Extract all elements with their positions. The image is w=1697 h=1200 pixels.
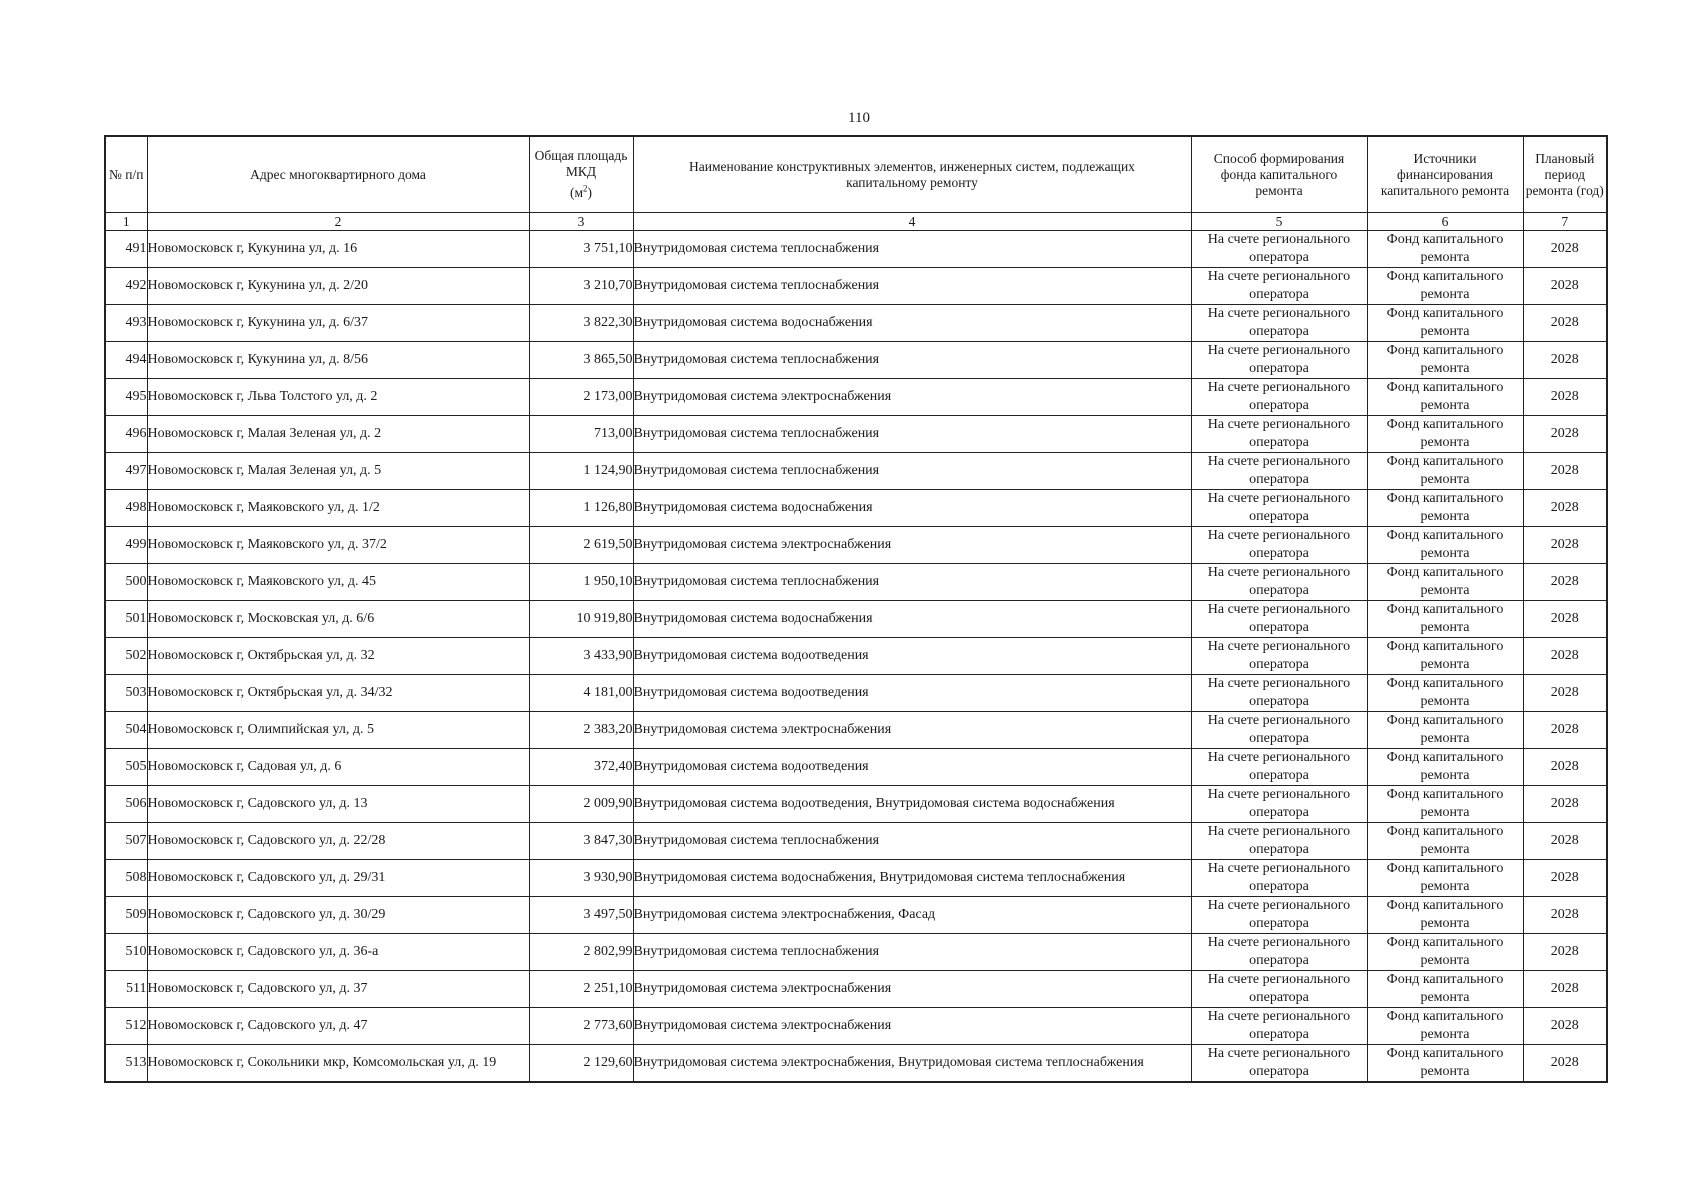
- row-number: 505: [105, 749, 147, 786]
- funding-source-cell: Фонд капитального ремонта: [1367, 342, 1523, 379]
- elements-cell: Внутридомовая система водоотведения, Внутридомовая система водоснабжения: [633, 786, 1191, 823]
- planned-year-cell: 2028: [1523, 712, 1607, 749]
- table-row: [105, 527, 1607, 564]
- table-row: [105, 416, 1607, 453]
- funding-method-cell: На счете регионального оператора: [1191, 786, 1367, 823]
- area-cell: 2 251,10: [529, 971, 633, 1008]
- funding-method-cell: На счете регионального оператора: [1191, 823, 1367, 860]
- funding-method-cell: На счете регионального оператора: [1191, 564, 1367, 601]
- funding-source-cell: Фонд капитального ремонта: [1367, 675, 1523, 712]
- elements-cell: Внутридомовая система водоснабжения: [633, 601, 1191, 638]
- row-number: 504: [105, 712, 147, 749]
- funding-method-cell: На счете регионального оператора: [1191, 490, 1367, 527]
- address-cell: Новомосковск г, Октябрьская ул, д. 34/32: [147, 675, 529, 712]
- column-number: 3: [529, 213, 633, 231]
- planned-year-cell: 2028: [1523, 934, 1607, 971]
- row-number: 513: [105, 1045, 147, 1083]
- table-body: [105, 231, 1607, 1083]
- address-cell: Новомосковск г, Садовского ул, д. 22/28: [147, 823, 529, 860]
- funding-source-cell: Фонд капитального ремонта: [1367, 934, 1523, 971]
- funding-method-cell: На счете регионального оператора: [1191, 934, 1367, 971]
- column-number-row: [105, 213, 1607, 231]
- elements-cell: Внутридомовая система водоснабжения: [633, 490, 1191, 527]
- header-area-unit: $(м^2)$: [569, 183, 593, 200]
- planned-year-cell: 2028: [1523, 268, 1607, 305]
- table-row: [105, 823, 1607, 860]
- row-number: 501: [105, 601, 147, 638]
- planned-year-cell: 2028: [1523, 1045, 1607, 1083]
- elements-cell: Внутридомовая система теплоснабжения: [633, 342, 1191, 379]
- table-row: [105, 971, 1607, 1008]
- table-row: [105, 860, 1607, 897]
- funding-source-cell: Фонд капитального ремонта: [1367, 231, 1523, 268]
- table-row: [105, 675, 1607, 712]
- header-area: [529, 136, 633, 213]
- area-cell: 3 930,90: [529, 860, 633, 897]
- address-cell: Новомосковск г, Кукунина ул, д. 16: [147, 231, 529, 268]
- column-number: 6: [1367, 213, 1523, 231]
- elements-cell: Внутридомовая система водоотведения: [633, 749, 1191, 786]
- funding-method-cell: На счете регионального оператора: [1191, 268, 1367, 305]
- row-number: 498: [105, 490, 147, 527]
- repair-plan-table: [104, 135, 1608, 1083]
- area-cell: 2 129,60: [529, 1045, 633, 1083]
- planned-year-cell: 2028: [1523, 453, 1607, 490]
- planned-year-cell: 2028: [1523, 638, 1607, 675]
- address-cell: Новомосковск г, Садовского ул, д. 36-а: [147, 934, 529, 971]
- table-row: [105, 897, 1607, 934]
- planned-year-cell: 2028: [1523, 823, 1607, 860]
- column-number: 7: [1523, 213, 1607, 231]
- address-cell: Новомосковск г, Кукунина ул, д. 2/20: [147, 268, 529, 305]
- area-cell: 2 383,20: [529, 712, 633, 749]
- row-number: 510: [105, 934, 147, 971]
- elements-cell: Внутридомовая система водоотведения: [633, 638, 1191, 675]
- area-cell: 1 126,80: [529, 490, 633, 527]
- row-number: 496: [105, 416, 147, 453]
- planned-year-cell: 2028: [1523, 675, 1607, 712]
- elements-cell: Внутридомовая система водоотведения: [633, 675, 1191, 712]
- area-cell: 3 822,30: [529, 305, 633, 342]
- table-row: [105, 453, 1607, 490]
- planned-year-cell: 2028: [1523, 786, 1607, 823]
- funding-source-cell: Фонд капитального ремонта: [1367, 416, 1523, 453]
- elements-cell: Внутридомовая система электроснабжения, Внутридомовая система теплоснабжения: [633, 1045, 1191, 1083]
- funding-method-cell: На счете регионального оператора: [1191, 379, 1367, 416]
- elements-cell: Внутридомовая система теплоснабжения: [633, 453, 1191, 490]
- column-number: 2: [147, 213, 529, 231]
- header-address: Адрес многоквартирного дома: [147, 136, 529, 213]
- area-cell: 1 124,90: [529, 453, 633, 490]
- table-row: [105, 601, 1607, 638]
- row-number: 500: [105, 564, 147, 601]
- row-number: 507: [105, 823, 147, 860]
- planned-year-cell: 2028: [1523, 601, 1607, 638]
- planned-year-cell: 2028: [1523, 342, 1607, 379]
- funding-source-cell: Фонд капитального ремонта: [1367, 1045, 1523, 1083]
- planned-year-cell: 2028: [1523, 527, 1607, 564]
- column-number: 5: [1191, 213, 1367, 231]
- funding-source-cell: Фонд капитального ремонта: [1367, 786, 1523, 823]
- table-row: [105, 231, 1607, 268]
- funding-method-cell: На счете регионального оператора: [1191, 749, 1367, 786]
- area-cell: 2 173,00: [529, 379, 633, 416]
- elements-cell: Внутридомовая система теплоснабжения: [633, 231, 1191, 268]
- funding-method-cell: На счете регионального оператора: [1191, 1045, 1367, 1083]
- planned-year-cell: 2028: [1523, 749, 1607, 786]
- funding-method-cell: На счете регионального оператора: [1191, 305, 1367, 342]
- table-row: [105, 749, 1607, 786]
- row-number: 491: [105, 231, 147, 268]
- table-row: [105, 638, 1607, 675]
- address-cell: Новомосковск г, Садовского ул, д. 30/29: [147, 897, 529, 934]
- planned-year-cell: 2028: [1523, 490, 1607, 527]
- funding-source-cell: Фонд капитального ремонта: [1367, 564, 1523, 601]
- table-row: [105, 268, 1607, 305]
- planned-year-cell: 2028: [1523, 231, 1607, 268]
- address-cell: Новомосковск г, Московская ул, д. 6/6: [147, 601, 529, 638]
- row-number: 499: [105, 527, 147, 564]
- area-cell: 3 433,90: [529, 638, 633, 675]
- funding-source-cell: Фонд капитального ремонта: [1367, 305, 1523, 342]
- row-number: 495: [105, 379, 147, 416]
- table-row: [105, 564, 1607, 601]
- column-number: 4: [633, 213, 1191, 231]
- elements-cell: Внутридомовая система теплоснабжения: [633, 564, 1191, 601]
- row-number: 494: [105, 342, 147, 379]
- header-planned-year: Плановый период ремонта (год): [1523, 136, 1607, 213]
- row-number: 508: [105, 860, 147, 897]
- area-cell: 3 865,50: [529, 342, 633, 379]
- row-number: 512: [105, 1008, 147, 1045]
- row-number: 497: [105, 453, 147, 490]
- elements-cell: Внутридомовая система электроснабжения: [633, 527, 1191, 564]
- funding-source-cell: Фонд капитального ремонта: [1367, 823, 1523, 860]
- header-funding-source: Источники финансирования капитального ремонта: [1367, 136, 1523, 213]
- area-cell: 4 181,00: [529, 675, 633, 712]
- area-cell: 2 619,50: [529, 527, 633, 564]
- area-cell: 2 009,90: [529, 786, 633, 823]
- address-cell: Новомосковск г, Малая Зеленая ул, д. 2: [147, 416, 529, 453]
- funding-method-cell: На счете регионального оператора: [1191, 453, 1367, 490]
- funding-method-cell: На счете регионального оператора: [1191, 601, 1367, 638]
- address-cell: Новомосковск г, Малая Зеленая ул, д. 5: [147, 453, 529, 490]
- elements-cell: Внутридомовая система электроснабжения: [633, 1008, 1191, 1045]
- table-row: [105, 490, 1607, 527]
- area-cell: 2 773,60: [529, 1008, 633, 1045]
- planned-year-cell: 2028: [1523, 379, 1607, 416]
- funding-source-cell: Фонд капитального ремонта: [1367, 527, 1523, 564]
- elements-cell: Внутридомовая система водоснабжения, Внутридомовая система теплоснабжения: [633, 860, 1191, 897]
- funding-method-cell: На счете регионального оператора: [1191, 416, 1367, 453]
- elements-cell: Внутридомовая система теплоснабжения: [633, 934, 1191, 971]
- funding-source-cell: Фонд капитального ремонта: [1367, 490, 1523, 527]
- table-row: [105, 934, 1607, 971]
- area-cell: 713,00: [529, 416, 633, 453]
- elements-cell: Внутридомовая система электроснабжения: [633, 712, 1191, 749]
- address-cell: Новомосковск г, Садовского ул, д. 37: [147, 971, 529, 1008]
- header-funding-method: Способ формирования фонда капитального ремонта: [1191, 136, 1367, 213]
- planned-year-cell: 2028: [1523, 305, 1607, 342]
- funding-method-cell: На счете регионального оператора: [1191, 1008, 1367, 1045]
- funding-source-cell: Фонд капитального ремонта: [1367, 1008, 1523, 1045]
- funding-source-cell: Фонд капитального ремонта: [1367, 971, 1523, 1008]
- address-cell: Новомосковск г, Садовского ул, д. 47: [147, 1008, 529, 1045]
- funding-method-cell: На счете регионального оператора: [1191, 342, 1367, 379]
- funding-method-cell: На счете регионального оператора: [1191, 897, 1367, 934]
- table-row: [105, 712, 1607, 749]
- area-cell: 1 950,10: [529, 564, 633, 601]
- planned-year-cell: 2028: [1523, 897, 1607, 934]
- table-row: [105, 305, 1607, 342]
- funding-method-cell: На счете регионального оператора: [1191, 638, 1367, 675]
- area-cell: 10 919,80: [529, 601, 633, 638]
- elements-cell: Внутридомовая система электроснабжения: [633, 971, 1191, 1008]
- address-cell: Новомосковск г, Садовая ул, д. 6: [147, 749, 529, 786]
- elements-cell: Внутридомовая система теплоснабжения: [633, 416, 1191, 453]
- row-number: 506: [105, 786, 147, 823]
- planned-year-cell: 2028: [1523, 416, 1607, 453]
- address-cell: Новомосковск г, Олимпийская ул, д. 5: [147, 712, 529, 749]
- header-area-label: Общая площадь МКД: [534, 148, 628, 180]
- address-cell: Новомосковск г, Сокольники мкр, Комсомольская ул, д. 19: [147, 1045, 529, 1083]
- address-cell: Новомосковск г, Октябрьская ул, д. 32: [147, 638, 529, 675]
- funding-method-cell: На счете регионального оператора: [1191, 860, 1367, 897]
- funding-method-cell: На счете регионального оператора: [1191, 527, 1367, 564]
- page-number: 110: [848, 110, 870, 126]
- address-cell: Новомосковск г, Кукунина ул, д. 8/56: [147, 342, 529, 379]
- funding-source-cell: Фонд капитального ремонта: [1367, 268, 1523, 305]
- area-cell: 3 847,30: [529, 823, 633, 860]
- table-row: [105, 1045, 1607, 1083]
- row-number: 509: [105, 897, 147, 934]
- address-cell: Новомосковск г, Маяковского ул, д. 45: [147, 564, 529, 601]
- elements-cell: Внутридомовая система водоснабжения: [633, 305, 1191, 342]
- area-cell: 372,40: [529, 749, 633, 786]
- table-row: [105, 1008, 1607, 1045]
- table-row: [105, 379, 1607, 416]
- address-cell: Новомосковск г, Садовского ул, д. 13: [147, 786, 529, 823]
- area-cell: 3 751,10: [529, 231, 633, 268]
- address-cell: Новомосковск г, Маяковского ул, д. 1/2: [147, 490, 529, 527]
- funding-source-cell: Фонд капитального ремонта: [1367, 897, 1523, 934]
- table-row: [105, 342, 1607, 379]
- elements-cell: Внутридомовая система электроснабжения, Фасад: [633, 897, 1191, 934]
- planned-year-cell: 2028: [1523, 1008, 1607, 1045]
- row-number: 492: [105, 268, 147, 305]
- funding-source-cell: Фонд капитального ремонта: [1367, 379, 1523, 416]
- planned-year-cell: 2028: [1523, 860, 1607, 897]
- row-number: 511: [105, 971, 147, 1008]
- area-cell: 3 497,50: [529, 897, 633, 934]
- funding-source-cell: Фонд капитального ремонта: [1367, 749, 1523, 786]
- planned-year-cell: 2028: [1523, 971, 1607, 1008]
- row-number: 502: [105, 638, 147, 675]
- elements-cell: Внутридомовая система теплоснабжения: [633, 823, 1191, 860]
- header-elements: Наименование конструктивных элементов, инженерных систем, подлежащих капитальному ремонту: [633, 136, 1191, 213]
- address-cell: Новомосковск г, Маяковского ул, д. 37/2: [147, 527, 529, 564]
- funding-method-cell: На счете регионального оператора: [1191, 971, 1367, 1008]
- address-cell: Новомосковск г, Садовского ул, д. 29/31: [147, 860, 529, 897]
- table-header-row: [105, 136, 1607, 213]
- row-number: 493: [105, 305, 147, 342]
- funding-method-cell: На счете регионального оператора: [1191, 675, 1367, 712]
- funding-source-cell: Фонд капитального ремонта: [1367, 638, 1523, 675]
- planned-year-cell: 2028: [1523, 564, 1607, 601]
- funding-method-cell: На счете регионального оператора: [1191, 231, 1367, 268]
- funding-source-cell: Фонд капитального ремонта: [1367, 712, 1523, 749]
- area-cell: 2 802,99: [529, 934, 633, 971]
- table-row: [105, 786, 1607, 823]
- funding-source-cell: Фонд капитального ремонта: [1367, 860, 1523, 897]
- funding-source-cell: Фонд капитального ремонта: [1367, 453, 1523, 490]
- elements-cell: Внутридомовая система электроснабжения: [633, 379, 1191, 416]
- column-number: 1: [105, 213, 147, 231]
- funding-method-cell: На счете регионального оператора: [1191, 712, 1367, 749]
- elements-cell: Внутридомовая система теплоснабжения: [633, 268, 1191, 305]
- address-cell: Новомосковск г, Льва Толстого ул, д. 2: [147, 379, 529, 416]
- row-number: 503: [105, 675, 147, 712]
- area-cell: 3 210,70: [529, 268, 633, 305]
- header-row-number: № п/п: [105, 136, 147, 213]
- address-cell: Новомосковск г, Кукунина ул, д. 6/37: [147, 305, 529, 342]
- funding-source-cell: Фонд капитального ремонта: [1367, 601, 1523, 638]
